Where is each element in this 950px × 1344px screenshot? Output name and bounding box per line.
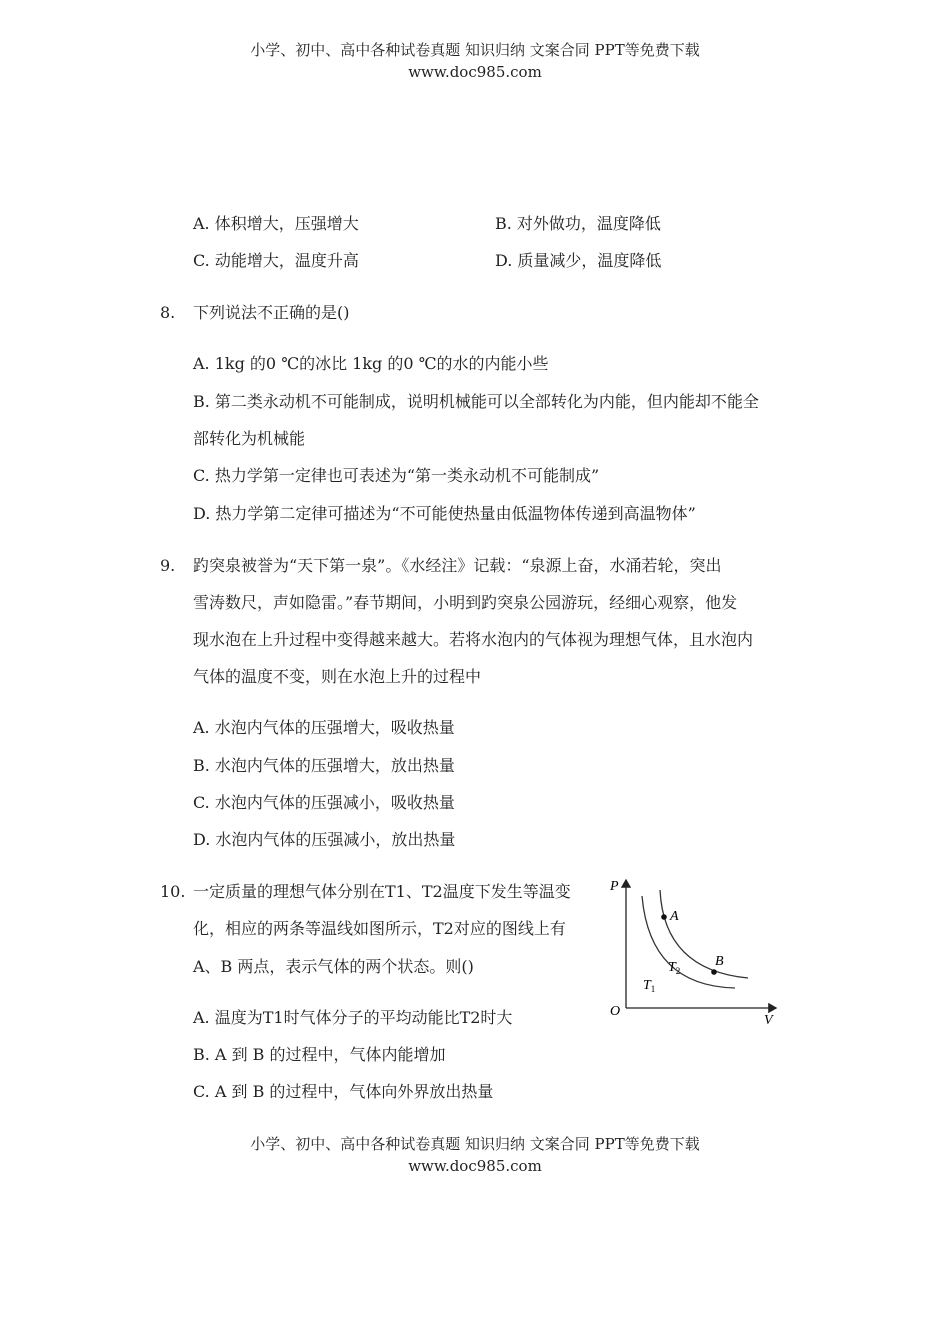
q7-option-b: B. 对外做功，温度降低 — [495, 214, 661, 233]
q9-number: 9. — [160, 556, 176, 575]
q10-number: 10. — [160, 882, 186, 901]
q9-stem-line4: 气体的温度不变，则在水泡上升的过程中 — [193, 667, 482, 686]
q8-number: 8. — [160, 303, 176, 322]
t2-label: $T_2$ — [668, 960, 681, 976]
header-ad-line: 小学、初中、高中各种试卷真题 知识归纳 文案合同 PPT等免费下载 — [250, 41, 700, 59]
q10-stem-line2: 化，相应的两条等温线如图所示，T2对应的图线上有 — [193, 919, 566, 938]
q9-option-d: D. 水泡内气体的压强减小，放出热量 — [193, 830, 456, 849]
footer-url: www.doc985.com — [408, 1157, 542, 1175]
footer-ad-line: 小学、初中、高中各种试卷真题 知识归纳 文案合同 PPT等免费下载 — [250, 1135, 700, 1153]
q8-option-c: C. 热力学第一定律也可表述为“第一类永动机不可能制成” — [193, 466, 600, 485]
header-url: www.doc985.com — [408, 63, 542, 81]
q10-option-c: C. A 到 B 的过程中，气体向外界放出热量 — [193, 1082, 494, 1101]
q7-option-c: C. 动能增大，温度升高 — [193, 251, 359, 270]
origin-label: O — [610, 1004, 621, 1019]
q10-option-a: A. 温度为T1时气体分子的平均动能比T2时大 — [193, 1008, 513, 1027]
isotherm-diagram — [600, 870, 790, 1030]
q9-option-b: B. 水泡内气体的压强增大，放出热量 — [193, 756, 455, 775]
q7-option-d: D. 质量减少，温度降低 — [495, 251, 662, 270]
q8-stem: 下列说法不正确的是() — [193, 303, 350, 322]
q9-stem-line1: 趵突泉被誉为“天下第一泉”。《水经注》记载：“泉源上奋，水涌若轮，突出 — [193, 556, 722, 575]
q9-stem-line3: 现水泡在上升过程中变得越来越大。若将水泡内的气体视为理想气体，且水泡内 — [193, 630, 754, 649]
q7-option-a: A. 体积增大，压强增大 — [193, 214, 359, 233]
q10-stem-line1: 一定质量的理想气体分别在T1、T2温度下发生等温变 — [193, 882, 571, 901]
q9-option-a: A. 水泡内气体的压强增大，吸收热量 — [193, 718, 455, 737]
x-axis-label: V — [764, 1013, 773, 1028]
isotherm-t1-curve — [642, 896, 735, 988]
point-b-label: B — [715, 954, 724, 969]
q8-option-a: A. 1kg 的0 ℃的冰比 1kg 的0 ℃的水的内能小些 — [193, 354, 549, 373]
y-axis-label: P — [610, 879, 619, 894]
point-a-label: A — [670, 909, 679, 924]
q10-option-b: B. A 到 B 的过程中，气体内能增加 — [193, 1045, 446, 1064]
point-b-dot — [711, 969, 717, 975]
q8-option-b-line2: 部转化为机械能 — [193, 429, 306, 448]
q8-option-d: D. 热力学第二定律可描述为“不可能使热量由低温物体传递到高温物体” — [193, 504, 696, 523]
q8-option-b-line1: B. 第二类永动机不可能制成，说明机械能可以全部转化为内能，但内能却不能全 — [193, 392, 759, 411]
q9-stem-line2: 雪涛数尺，声如隐雷。”春节期间，小明到趵突泉公园游玩，经细心观察，他发 — [193, 593, 738, 612]
t1-label: $T_1$ — [643, 978, 656, 994]
q10-stem-line3: A、B 两点，表示气体的两个状态。则() — [193, 957, 474, 976]
q9-option-c: C. 水泡内气体的压强减小，吸收热量 — [193, 793, 455, 812]
point-a-dot — [661, 914, 667, 920]
